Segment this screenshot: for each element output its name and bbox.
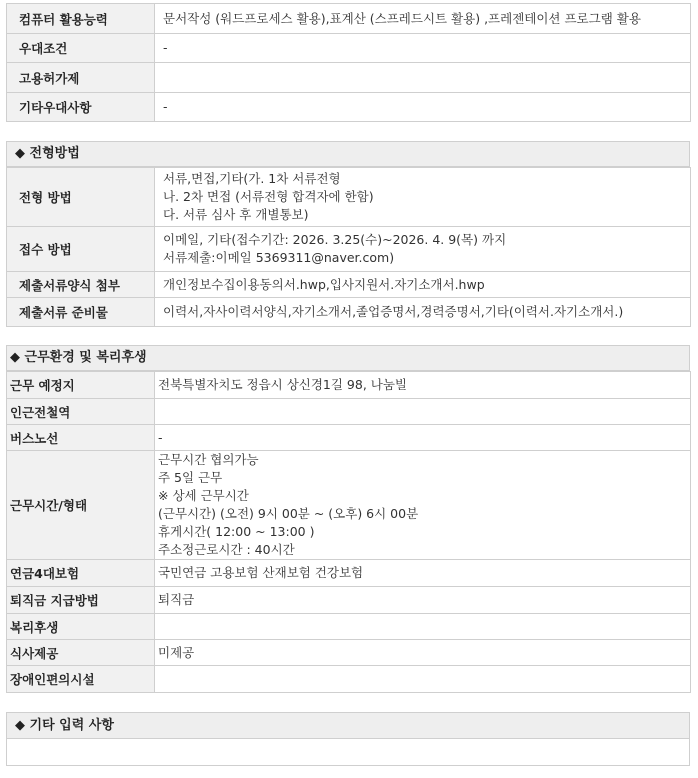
workenv-table	[6, 371, 691, 693]
row-value	[155, 93, 691, 122]
row-label: 기타우대사항	[7, 93, 155, 122]
value-line: -	[158, 429, 163, 445]
section-header-workenv	[6, 345, 690, 371]
row-value	[155, 666, 691, 693]
qualification-table	[6, 3, 691, 122]
row-value	[155, 640, 691, 666]
value-line: ※ 상세 근무시간	[158, 488, 249, 503]
table-row	[7, 425, 691, 451]
etc-content-box	[6, 739, 690, 766]
table-row	[7, 666, 691, 693]
row-value	[155, 4, 691, 34]
row-label: 고용허가제	[7, 63, 155, 93]
row-value	[155, 34, 691, 63]
row-value	[155, 587, 691, 614]
value-line: 나. 2차 면접 (서류전형 합격자에 한함)	[163, 189, 374, 204]
row-label: 장애인편의시설	[7, 666, 155, 693]
value-line: 근무시간 협의가능	[158, 452, 259, 467]
row-label: 접수 방법	[7, 227, 155, 272]
table-row	[7, 614, 691, 640]
value-line: 서류제출:이메일 5369311@naver.com)	[163, 250, 395, 265]
value-line: 다. 서류 심사 후 개별통보)	[163, 207, 309, 222]
row-value	[155, 451, 691, 560]
row-label: 근무 예정지	[7, 372, 155, 399]
row-label: 제출서류양식 첨부	[7, 272, 155, 298]
section-header-screening	[6, 141, 690, 167]
value-line: 미제공	[158, 644, 195, 660]
section-title: ◆ 전형방법	[15, 146, 80, 161]
row-value	[155, 560, 691, 587]
row-value	[155, 168, 691, 227]
table-row	[7, 4, 691, 34]
row-value	[155, 614, 691, 640]
value-line: 주소정근로시간 : 40시간	[158, 542, 295, 557]
row-value	[155, 372, 691, 399]
value-line: -	[163, 40, 168, 55]
value-line: 주 5일 근무	[158, 470, 223, 485]
row-label: 연금4대보험	[7, 560, 155, 587]
table-row	[7, 640, 691, 666]
screening-table	[6, 167, 691, 327]
row-label: 복리후생	[7, 614, 155, 640]
table-row	[7, 63, 691, 93]
value-line: 전북특별자치도 정읍시 상신경1길 98, 나눔빌	[158, 377, 408, 392]
table-row	[7, 399, 691, 425]
row-value	[155, 399, 691, 425]
section-header-etc	[6, 712, 690, 739]
row-value	[155, 227, 691, 272]
value-line: 이력서,자사이력서양식,자기소개서,졸업증명서,경력증명서,기타(이력서.자기소개서.)	[163, 304, 624, 319]
table-row	[7, 168, 691, 227]
row-label: 제출서류 준비물	[7, 298, 155, 327]
row-label: 퇴직금 지급방법	[7, 587, 155, 614]
row-value	[155, 272, 691, 298]
row-value	[155, 425, 691, 451]
table-row	[7, 227, 691, 272]
table-row	[7, 587, 691, 614]
section-title: ◆ 근무환경 및 복리후생	[10, 350, 147, 365]
row-value	[155, 298, 691, 327]
row-label: 컴퓨터 활용능력	[7, 4, 155, 34]
table-row	[7, 34, 691, 63]
value-line: 문서작성 (워드프로세스 활용),표계산 (스프레드시트 활용) ,프레젠테이션 프로그램 활용	[163, 10, 641, 26]
value-line: 이메일, 기타(접수기간: 2026. 3.25(수)~2026. 4. 9(목) 까지	[163, 232, 507, 247]
value-line: 개인정보수집이용동의서.hwp,입사지원서.자기소개서.hwp	[163, 276, 485, 292]
value-line: (근무시간) (오전) 9시 00분 ~ (오후) 6시 00분	[158, 506, 419, 521]
table-row	[7, 298, 691, 327]
value-line: 국민연금 고용보험 산재보험 건강보험	[158, 565, 364, 580]
value-line: -	[163, 99, 168, 114]
value-line: 서류,면접,기타(가. 1차 서류전형	[163, 171, 341, 186]
value-line: 휴게시간( 12:00 ~ 13:00 )	[158, 524, 315, 539]
table-row	[7, 451, 691, 560]
row-value	[155, 63, 691, 93]
row-label: 식사제공	[7, 640, 155, 666]
table-row	[7, 93, 691, 122]
row-label: 인근전철역	[7, 399, 155, 425]
section-title: ◆ 기타 입력 사항	[15, 718, 114, 733]
value-line: 퇴직금	[158, 592, 195, 607]
row-label: 버스노선	[7, 425, 155, 451]
row-label: 전형 방법	[7, 168, 155, 227]
table-row	[7, 272, 691, 298]
table-row	[7, 560, 691, 587]
row-label: 우대조건	[7, 34, 155, 63]
row-label: 근무시간/형태	[7, 451, 155, 560]
table-row	[7, 372, 691, 399]
